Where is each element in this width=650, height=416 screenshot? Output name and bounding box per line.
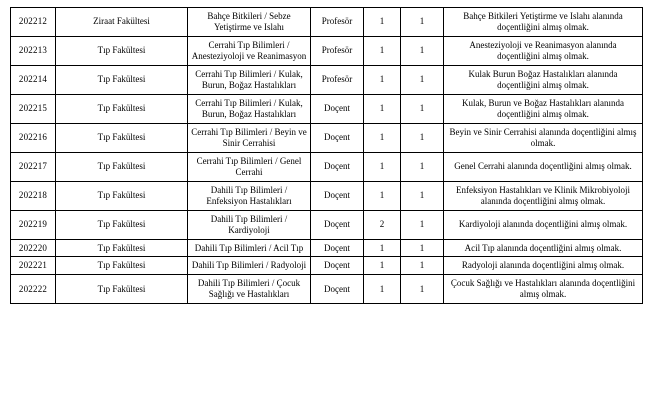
table-row (11, 94, 643, 123)
cell-faculty: Tıp Fakültesi (56, 65, 188, 94)
cell-requirement: Enfeksiyon Hastalıkları ve Klinik Mikrobiyoloji alanında doçentliğini almış olmak. (444, 181, 643, 210)
cell-academic-title: Doçent (311, 210, 364, 239)
cell-requirement: Genel Cerrahi alanında doçentliğini almış olmak. (444, 152, 643, 181)
cell-requirement: Radyoloji alanında doçentliğini almış olmak. (444, 257, 643, 275)
cell-position-id: 202212 (11, 8, 56, 37)
cell-department-program: Dahili Tıp Bilimleri / Radyoloji (188, 257, 311, 275)
cell-faculty: Tıp Fakültesi (56, 152, 188, 181)
academic-positions-table (10, 7, 643, 304)
cell-count-2: 1 (401, 239, 444, 257)
cell-faculty: Tıp Fakültesi (56, 275, 188, 304)
cell-academic-title: Doçent (311, 181, 364, 210)
cell-requirement: Beyin ve Sinir Cerrahisi alanında doçentliğini almış olmak. (444, 123, 643, 152)
table-row (11, 210, 643, 239)
table-row (11, 8, 643, 37)
cell-requirement: Kulak Burun Boğaz Hastalıkları alanında doçentliğini almış olmak. (444, 65, 643, 94)
cell-count-2: 1 (401, 152, 444, 181)
cell-position-id: 202219 (11, 210, 56, 239)
cell-count-2: 1 (401, 65, 444, 94)
cell-department-program: Dahili Tıp Bilimleri / Çocuk Sağlığı ve Hastalıkları (188, 275, 311, 304)
cell-academic-title: Doçent (311, 275, 364, 304)
table-row (11, 65, 643, 94)
cell-requirement: Kulak, Burun ve Boğaz Hastalıkları alanında doçentliğini almış olmak. (444, 94, 643, 123)
cell-requirement: Anesteziyoloji ve Reanimasyon alanında doçentliğini almış olmak. (444, 36, 643, 65)
table-row (11, 181, 643, 210)
cell-department-program: Bahçe Bitkileri / Sebze Yetiştirme ve Islahı (188, 8, 311, 37)
cell-faculty: Tıp Fakültesi (56, 36, 188, 65)
cell-academic-title: Doçent (311, 123, 364, 152)
cell-department-program: Dahili Tıp Bilimleri / Acil Tıp (188, 239, 311, 257)
cell-department-program: Dahili Tıp Bilimleri / Enfeksiyon Hastalıkları (188, 181, 311, 210)
cell-department-program: Dahili Tıp Bilimleri / Kardiyoloji (188, 210, 311, 239)
cell-position-id: 202221 (11, 257, 56, 275)
cell-position-id: 202213 (11, 36, 56, 65)
cell-count-2: 1 (401, 123, 444, 152)
cell-count-2: 1 (401, 181, 444, 210)
cell-position-id: 202216 (11, 123, 56, 152)
table-row (11, 239, 643, 257)
cell-faculty: Tıp Fakültesi (56, 257, 188, 275)
cell-department-program: Cerrahi Tıp Bilimleri / Anesteziyoloji ve Reanimasyon (188, 36, 311, 65)
cell-count-1: 1 (364, 8, 401, 37)
cell-count-1: 1 (364, 123, 401, 152)
cell-academic-title: Doçent (311, 239, 364, 257)
cell-faculty: Ziraat Fakültesi (56, 8, 188, 37)
table-row (11, 123, 643, 152)
cell-position-id: 202214 (11, 65, 56, 94)
cell-academic-title: Profesör (311, 65, 364, 94)
table-row (11, 36, 643, 65)
cell-count-1: 1 (364, 65, 401, 94)
table-row (11, 257, 643, 275)
cell-department-program: Cerrahi Tıp Bilimleri / Genel Cerrahi (188, 152, 311, 181)
cell-requirement: Acil Tıp alanında doçentliğini almış olmak. (444, 239, 643, 257)
cell-count-1: 1 (364, 94, 401, 123)
table-row (11, 275, 643, 304)
table-body (11, 8, 643, 304)
cell-count-2: 1 (401, 210, 444, 239)
cell-count-1: 1 (364, 152, 401, 181)
cell-faculty: Tıp Fakültesi (56, 94, 188, 123)
cell-count-1: 1 (364, 36, 401, 65)
cell-requirement: Bahçe Bitkileri Yetiştirme ve Islahı alanında doçentliğini almış olmak. (444, 8, 643, 37)
cell-position-id: 202222 (11, 275, 56, 304)
table-row (11, 152, 643, 181)
cell-count-1: 1 (364, 275, 401, 304)
cell-position-id: 202220 (11, 239, 56, 257)
cell-requirement: Çocuk Sağlığı ve Hastalıkları alanında doçentliğini almış olmak. (444, 275, 643, 304)
cell-count-1: 2 (364, 210, 401, 239)
cell-department-program: Cerrahi Tıp Bilimleri / Beyin ve Sinir Cerrahisi (188, 123, 311, 152)
cell-count-2: 1 (401, 36, 444, 65)
cell-academic-title: Profesör (311, 8, 364, 37)
cell-academic-title: Doçent (311, 94, 364, 123)
cell-faculty: Tıp Fakültesi (56, 181, 188, 210)
cell-department-program: Cerrahi Tıp Bilimleri / Kulak, Burun, Boğaz Hastalıkları (188, 65, 311, 94)
cell-count-2: 1 (401, 275, 444, 304)
cell-count-2: 1 (401, 8, 444, 37)
cell-count-2: 1 (401, 257, 444, 275)
cell-department-program: Cerrahi Tıp Bilimleri / Kulak, Burun, Boğaz Hastalıkları (188, 94, 311, 123)
cell-faculty: Tıp Fakültesi (56, 239, 188, 257)
cell-academic-title: Profesör (311, 36, 364, 65)
cell-count-1: 1 (364, 181, 401, 210)
cell-position-id: 202215 (11, 94, 56, 123)
cell-academic-title: Doçent (311, 152, 364, 181)
cell-position-id: 202217 (11, 152, 56, 181)
cell-faculty: Tıp Fakültesi (56, 123, 188, 152)
cell-position-id: 202218 (11, 181, 56, 210)
cell-count-1: 1 (364, 239, 401, 257)
cell-faculty: Tıp Fakültesi (56, 210, 188, 239)
cell-academic-title: Doçent (311, 257, 364, 275)
cell-count-1: 1 (364, 257, 401, 275)
cell-count-2: 1 (401, 94, 444, 123)
cell-requirement: Kardiyoloji alanında doçentliğini almış olmak. (444, 210, 643, 239)
